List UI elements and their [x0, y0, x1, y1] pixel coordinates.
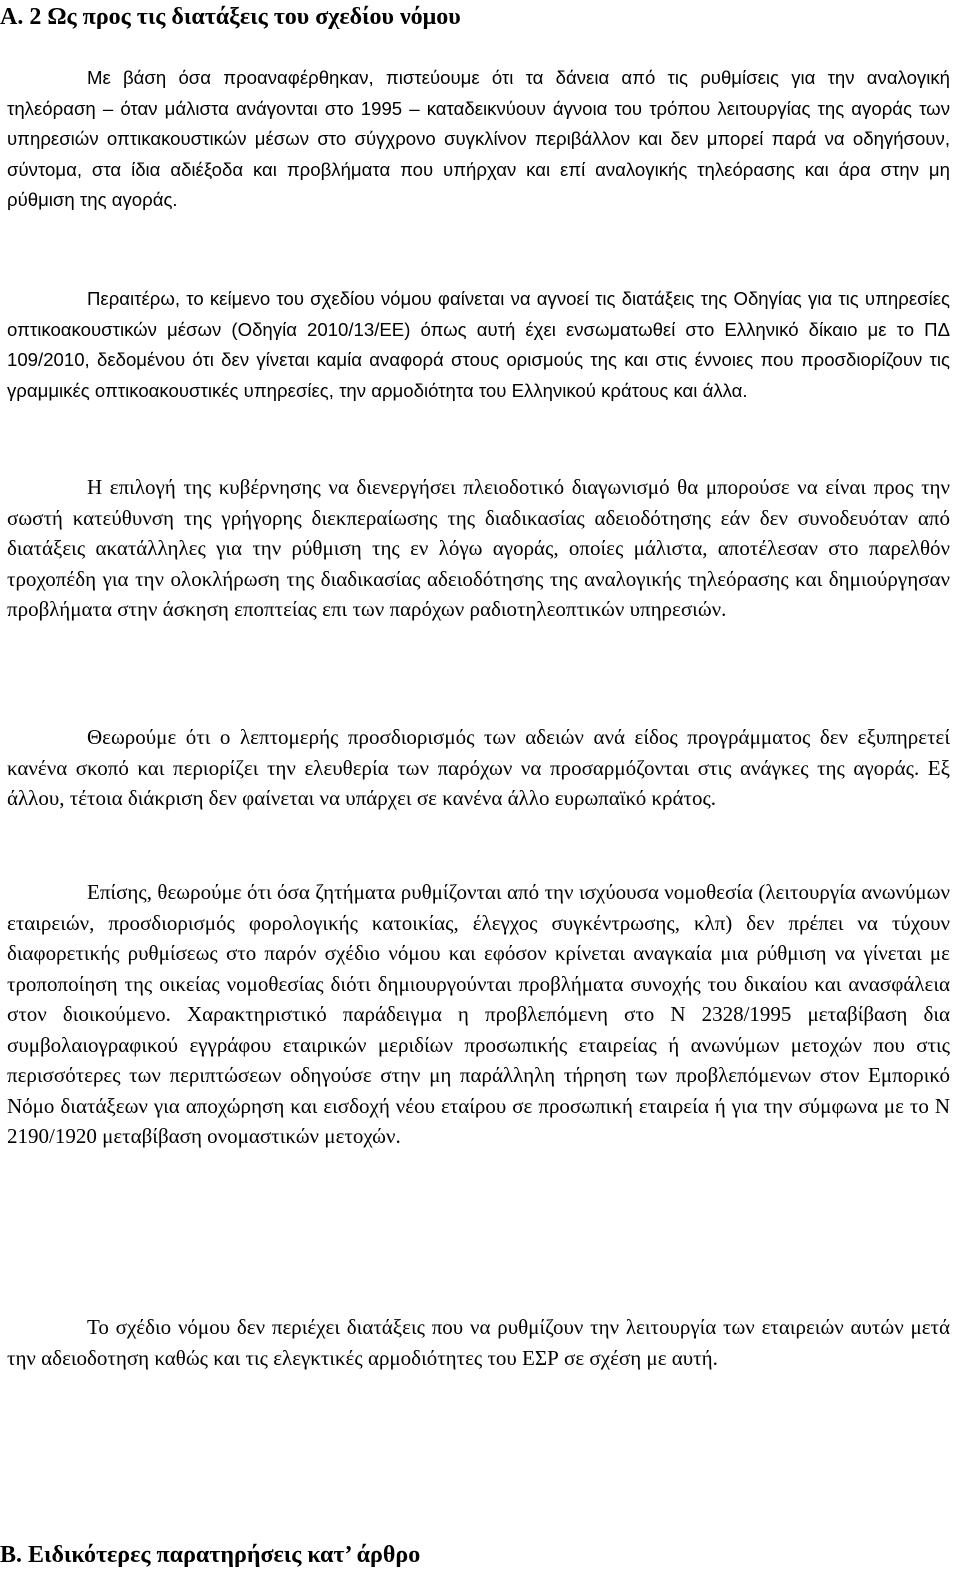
paragraph-loans-analog-tv: Με βάση όσα προαναφέρθηκαν, πιστεύουμε ότι τα δάνεια από τις ρυθμίσεις για την αναλογική τηλεόραση – όταν μάλιστα ανάγονται στο 1995 – καταδεικνύουν άγνοια του τρόπου λειτουργίας της αγοράς των υπηρεσιών οπτικακουστικών μέσων στο σύγχρονο συγκλίνον περιβάλλον και δεν μπορεί παρά να οδηγήσουν, σύντομα, στα ίδια αδιέξοδα και προβλήματα που υπήρχαν και επί αναλογικής τηλεόρασης και άρα στην μη ρύθμιση της αγοράς.: [7, 67, 950, 210]
paragraph-license-by-genre: Θεωρούμε ότι ο λεπτομερής προσδιορισμός των αδειών ανά είδος προγράμματος δεν εξυπηρετεί κανένα σκοπό και περιορίζει την ελευθερία των παρόχων να προσαρμόζονται στις ανάγκες της αγοράς. Εξ άλλου, τέτοια διάκριση δεν φαίνεται να υπάρχει σε κανένα άλλο ευρωπαϊκό κράτος.: [7, 725, 950, 810]
paragraph-post-licensing-operation: Το σχέδιο νόμου δεν περιέχει διατάξεις που να ρυθμίζουν την λειτουργία των εταιρειών αυτών μετά την αδειοδοτηση καθώς και τις ελεγκτικές αρμοδιότητες του ΕΣΡ σε σχέση με αυτή.: [7, 1315, 950, 1370]
paragraph-tender-choice: Η επιλογή της κυβέρνησης να διενεργήσει πλειοδοτικό διαγωνισμό θα μπορούσε να είναι προς την σωστή κατεύθυνση της γρήγορης διεκπεραίωσης της διαδικασίας αδειοδότησης εάν δεν συνοδευόταν από διατάξεις ακατάλληλες για την ρύθμιση της εν λόγω αγοράς, οποίες μάλιστα, αποτέλεσαν στο παρελθόν τροχοπέδη για την ολοκλήρωση της διαδικασίας αδειοδότησης της αναλογικής τηλεόρασης και δημιούργησαν προβλήματα στην άσκηση εποπτείας επι των παρόχων ραδιοτηλεοπτικών υπηρεσιών.: [7, 475, 950, 621]
section-heading-a2: A. 2 Ως προς τις διατάξεις του σχεδίου νόμου: [0, 4, 461, 30]
paragraph-existing-legislation: Επίσης, θεωρούμε ότι όσα ζητήματα ρυθμίζονται από την ισχύουσα νομοθεσία (λειτουργία ανωνύμων εταιρειών, προσδιορισμός φορολογικής κατοικίας, έλεγχος συγκέντρωσης, κλπ) δεν πρέπει να τύχουν διαφορετικής ρυθμίσεως στο παρόν σχέδιο νόμου και εφόσον κρίνεται αναγκαία μια ρύθμιση να γίνεται με τροποποίηση της οικείας νομοθεσίας διότι δημιουργούνται προβλήματα συνοχής του δικαίου και ανασφάλεια στον διοικούμενο. Χαρακτηριστικό παράδειγμα η προβλεπόμενη στο Ν 2328/1995 μεταβίβαση δια συμβολαιογραφικού εγγράφου εταιρικών μεριδίων προσωπικής εταιρείας ή ανωνύμων μετοχών που στις περισσότερες των περιπτώσεων οδηγούσε στην μη παράλληλη τήρηση των προβλεπόμενων στον Εμπορικό Νόμο διατάξεων για αποχώρηση και εισδοχή νέου εταίρου σε προσωπική εταιρεία ή για την σύμφωνα με το Ν 2190/1920 μεταβίβαση ονομαστικών μετοχών.: [7, 880, 950, 1148]
section-heading-b: Β. Ειδικότερες παρατηρήσεις κατ’ άρθρο: [0, 1542, 421, 1568]
paragraph-avms-directive: Περαιτέρω, το κείμενο του σχεδίου νόμου φαίνεται να αγνοεί τις διατάξεις της Οδηγίας για τις υπηρεσίες οπτικοακουστικών μέσων (Οδηγία 2010/13/ΕΕ) όπως αυτή έχει ενσωματωθεί στο Ελληνικό δίκαιο με το ΠΔ 109/2010, δεδομένου ότι δεν γίνεται καμία αναφορά στους ορισμούς της και στις έννοιες που προσδιορίζουν τις γραμμικές οπτικοακουστικές υπηρεσίες, την αρμοδιότητα του Ελληνικού κράτους και άλλα.: [7, 288, 950, 401]
